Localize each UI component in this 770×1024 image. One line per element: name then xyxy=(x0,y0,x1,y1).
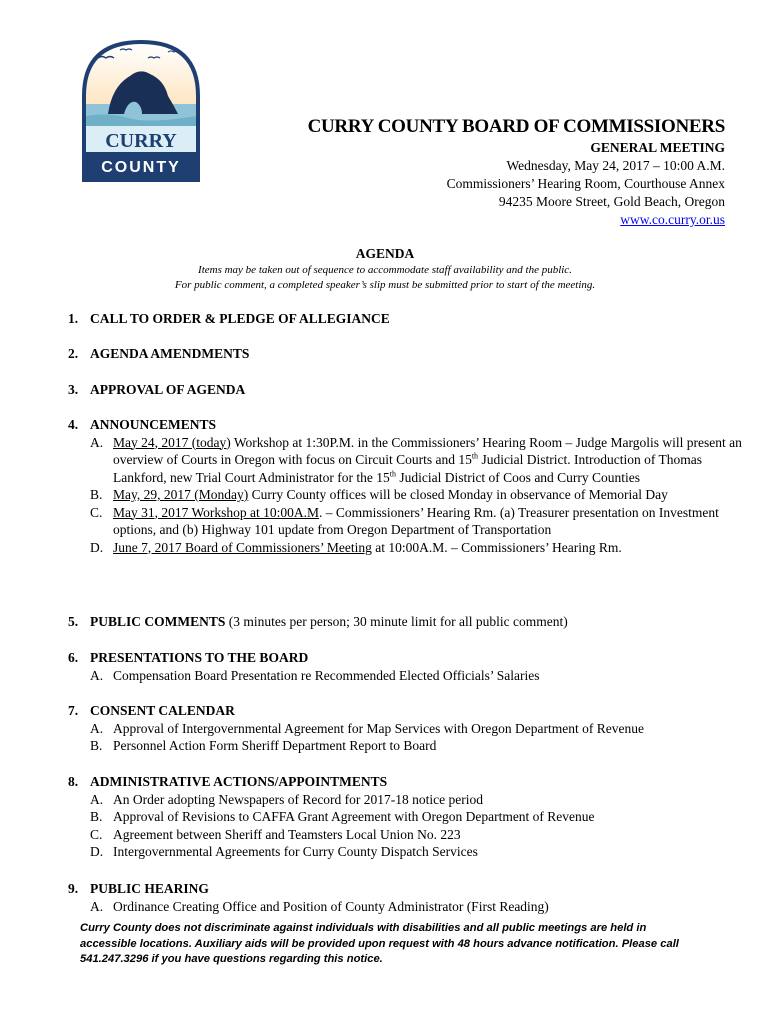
section-announcements: 4. ANNOUNCEMENTS A. May 24, 2017 (today) Workshop at 1:30P.M. in the Commissioners’ Hearing Room – Judge Margolis will present an overview of Courts in Oregon with focus on Circuit Courts and 15th Judicial District. Introduction of Thomas Lankford, new Trial Court Administrator for the 15th Judicial District of Coos and Curry Counties B. May, 29, 2017 (Monday) Curry County offices will be closed Monday in observance of Memorial Day C. May 31, 2017 Workshop at 10:00A.M. – Commissioners’ Hearing Rm. (a) Treasurer presentation on Investment options, and (b) Highway 101 update from Oregon Department of Transportation D. June 7, 2017 Board of Commissioners’ Meeting at 10:00A.M. – Commissioners’ Hearing Rm. xyxy=(68,416,748,556)
logo-text-county: COUNTY xyxy=(101,159,181,176)
list-item: B. May, 29, 2017 (Monday) Curry County offices will be closed Monday in observance of Memorial Day xyxy=(90,487,668,502)
agenda-heading: AGENDA xyxy=(355,246,415,261)
board-title: CURRY COUNTY BOARD OF COMMISSIONERS xyxy=(307,116,725,137)
meeting-date-time: Wednesday, May 24, 2017 – 10:00 A.M. xyxy=(506,158,725,173)
list-item: D. Intergovernmental Agreements for Curry County Dispatch Services xyxy=(90,844,478,859)
section-title: ADMINISTRATIVE ACTIONS/APPOINTMENTS xyxy=(90,774,388,789)
agenda-note-sequence: Items may be taken out of sequence to accommodate staff availability and the public. xyxy=(198,264,572,276)
list-item: A. Approval of Intergovernmental Agreement for Map Services with Oregon Department of Revenue xyxy=(90,720,644,736)
list-item: C. Agreement between Sheriff and Teamsters Local Union No. 223 xyxy=(90,826,461,842)
meeting-room: Commissioners’ Hearing Room, Courthouse Annex xyxy=(446,176,725,191)
section-title: AGENDA AMENDMENTS xyxy=(90,346,250,361)
section-approval-of-agenda: 3. APPROVAL OF AGENDA xyxy=(68,382,246,397)
logo-text-curry: CURRY xyxy=(105,130,177,152)
section-call-to-order: 1. CALL TO ORDER & PLEDGE OF ALLEGIANCE xyxy=(68,311,390,326)
list-item: B. Approval of Revisions to CAFFA Grant Agreement with Oregon Department of Revenue xyxy=(90,809,595,824)
section-agenda-amendments: 2. AGENDA AMENDMENTS xyxy=(68,346,250,361)
list-item: C. May 31, 2017 Workshop at 10:00A.M. – Commissioners’ Hearing Rm. (a) Treasurer presentation on Investment options, and (b) Highway 101 update from Oregon Department of Transportation xyxy=(90,504,719,537)
nondiscrimination-notice: Curry County does not discriminate against individuals with disabilities and all public meetings are held in accessible locations. Auxiliary aids will be provided upon request with 48 hours advance notification. Please call 541.247.3296 if you have questions regarding this notice. xyxy=(80,922,679,965)
section-public-comments: 5. PUBLIC COMMENTS (3 minutes per person; 30 minute limit for all public comment) xyxy=(68,614,568,629)
section-administrative-actions: 8. ADMINISTRATIVE ACTIONS/APPOINTMENTS A. An Order adopting Newspapers of Record for 2017-18 notice period B. Approval of Revisions to CAFFA Grant Agreement with Oregon Department of Revenue C. Agreement between Sheriff and Teamsters Local Union No. 223 D. Intergovernmental Agreements for Curry County Dispatch Services xyxy=(68,773,748,861)
curry-county-logo xyxy=(78,36,204,186)
section-title: PUBLIC HEARING xyxy=(90,881,209,896)
section-title: PRESENTATIONS TO THE BOARD xyxy=(90,650,309,665)
section-presentations: 6. PRESENTATIONS TO THE BOARD A. Compensation Board Presentation re Recommended Elected Officials’ Salaries xyxy=(68,649,748,684)
section-title: PUBLIC COMMENTS xyxy=(90,614,226,629)
meeting-address: 94235 Moore Street, Gold Beach, Oregon xyxy=(498,194,725,209)
list-item: A. Compensation Board Presentation re Recommended Elected Officials’ Salaries xyxy=(90,667,540,683)
agenda-note-public-comment: For public comment, a completed speaker’s slip must be submitted prior to start of the meeting. xyxy=(174,279,596,291)
section-consent-calendar: 7. CONSENT CALENDAR A. Approval of Intergovernmental Agreement for Map Services with Oregon Department of Revenue B. Personnel Action Form Sheriff Department Report to Board xyxy=(68,702,748,755)
section-title: CALL TO ORDER & PLEDGE OF ALLEGIANCE xyxy=(90,311,390,326)
section-public-hearing: 9. PUBLIC HEARING A. Ordinance Creating Office and Position of County Administrator (First Reading) xyxy=(68,880,748,915)
website-link[interactable]: www.co.curry.or.us xyxy=(620,212,725,227)
meeting-type: GENERAL MEETING xyxy=(590,140,725,155)
section-title: CONSENT CALENDAR xyxy=(90,703,235,718)
list-item: A. An Order adopting Newspapers of Record for 2017-18 notice period xyxy=(90,791,484,807)
list-item: A. Ordinance Creating Office and Position of County Administrator (First Reading) xyxy=(90,898,549,914)
list-item: A. May 24, 2017 (today) Workshop at 1:30P.M. in the Commissioners’ Hearing Room – Judge Margolis will present an overview of Courts in Oregon with focus on Circuit Courts and 15th Judicial District. Introduction of Thomas Lankford, new Trial Court Administrator for the 15th Judicial District of Coos and Curry Counties xyxy=(90,434,742,485)
section-title: APPROVAL OF AGENDA xyxy=(90,382,246,397)
list-item: B. Personnel Action Form Sheriff Department Report to Board xyxy=(90,738,437,753)
section-title: ANNOUNCEMENTS xyxy=(90,417,217,432)
list-item: D. June 7, 2017 Board of Commissioners’ Meeting at 10:00A.M. – Commissioners’ Hearing Rm. xyxy=(90,539,622,555)
